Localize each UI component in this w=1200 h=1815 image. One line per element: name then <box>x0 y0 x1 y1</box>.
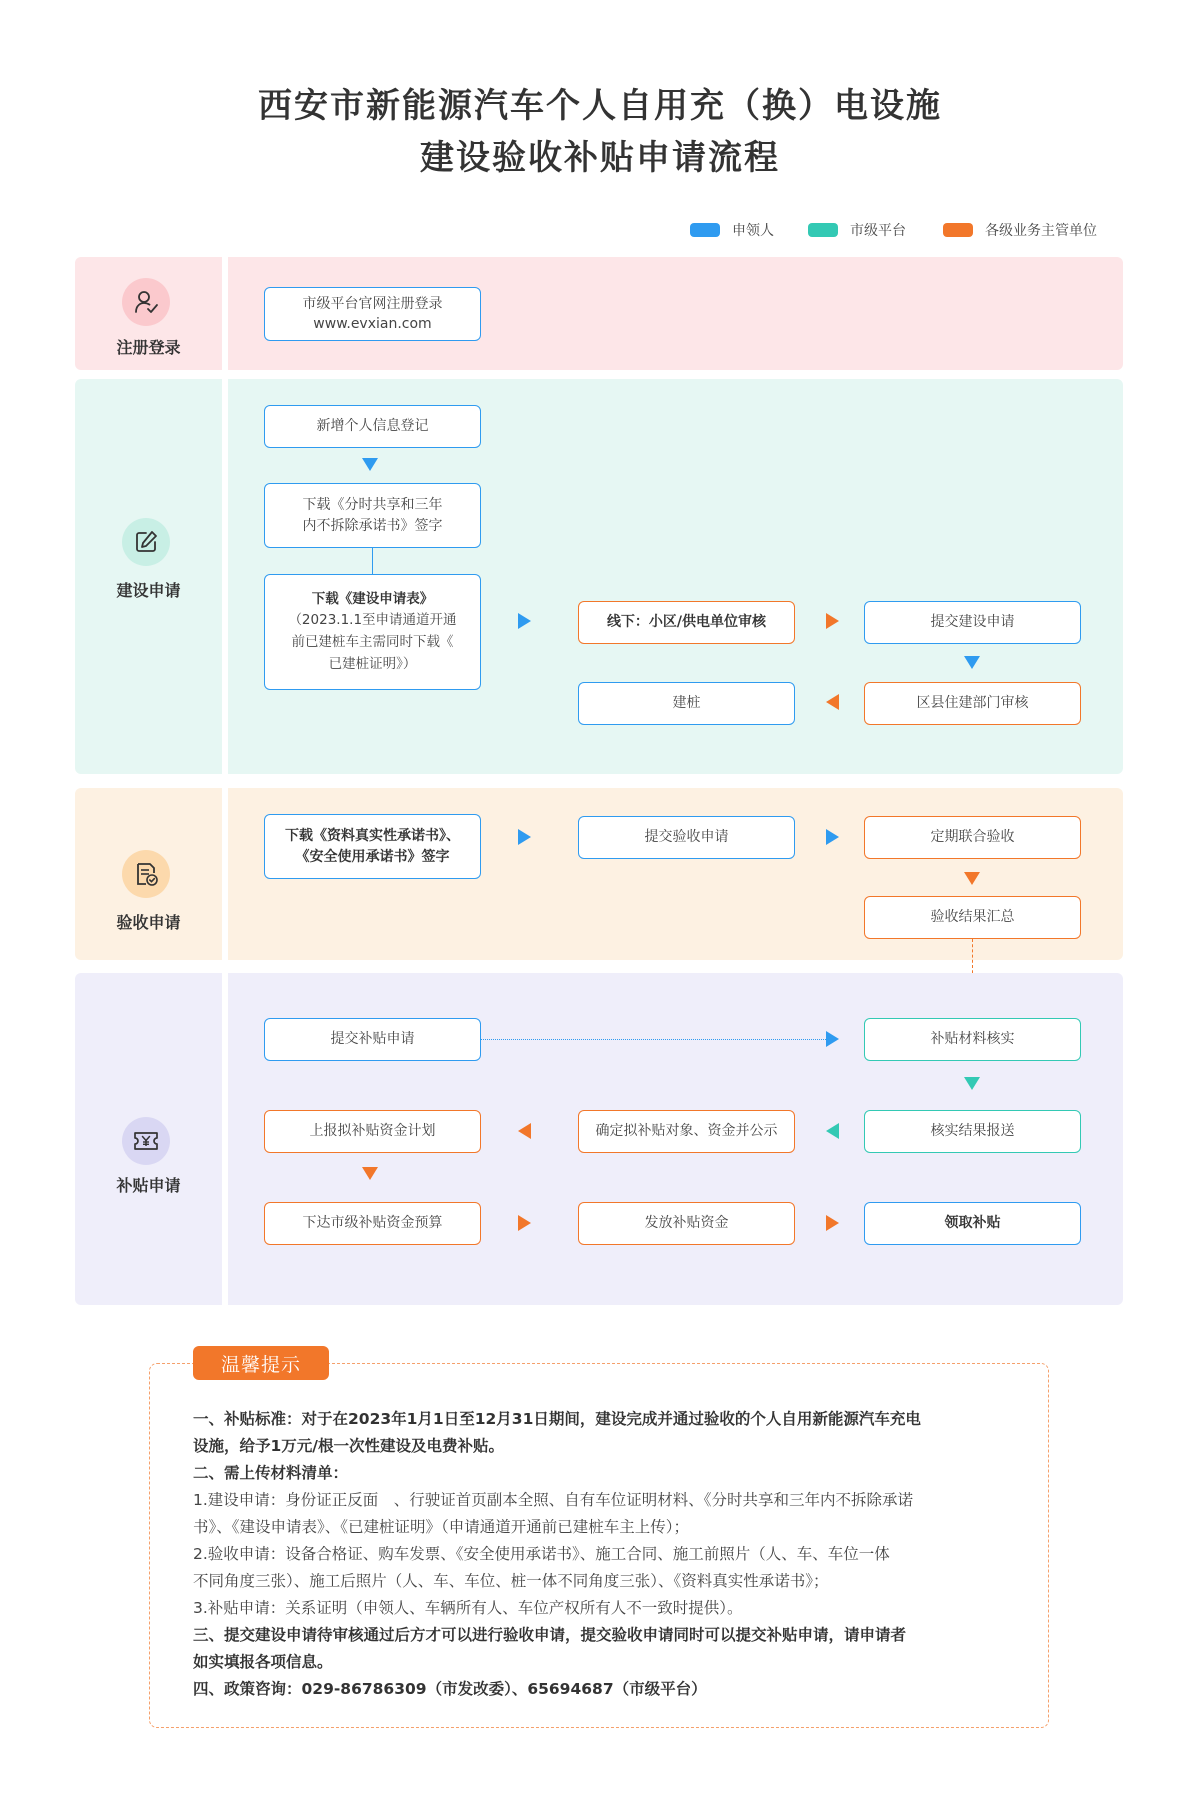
flow-box-download-build-form-line2: 前已建桩车主需同时下载《 <box>291 634 454 650</box>
legend-item-authority <box>943 220 1097 240</box>
flow-box-register-login-line1: 市级平台官网注册登录 <box>302 295 443 312</box>
legend-label-authority: 各级业务主管单位 <box>985 223 1097 239</box>
flow-box-download-acceptance-line1: 下载《资料真实性承诺书》、 <box>285 828 460 845</box>
edit-icon <box>122 518 170 566</box>
flow-box-download-commitment-line2: 内不拆除承诺书》签字 <box>302 517 443 534</box>
tips-order-line1: 三、提交建设申请待审核通过后方才可以进行验收申请，提交验收申请同时可以提交补贴申请，请申请者 <box>193 1626 907 1644</box>
arrow-right <box>518 829 531 845</box>
flow-box-download-acceptance-line2: 《安全使用承诺书》签字 <box>295 848 450 865</box>
tips-materials-build-line1: 1.建设申请：身份证正反面 、行驶证首页副本全照、自有车位证明材料、《分时共享和三年内不拆除承诺 <box>193 1491 914 1509</box>
page-title-line2: 建设验收补贴申请流程 <box>420 138 780 178</box>
user-check-icon <box>122 278 170 326</box>
legend-item-applicant <box>690 220 774 240</box>
document-check-icon <box>122 850 170 898</box>
section-register-header <box>75 257 222 370</box>
legend-label-platform: 市级平台 <box>850 223 906 239</box>
arrow-right <box>826 613 839 629</box>
flow-box-download-build-form-line3: 已建桩证明》） <box>328 655 417 672</box>
page-title-line1: 西安市新能源汽车个人自用充（换）电设施 <box>258 86 942 126</box>
flow-box-verify-materials: 补贴材料核实 <box>864 1018 1081 1061</box>
arrow-right <box>826 1215 839 1231</box>
arrow-right <box>518 613 531 629</box>
legend-item-platform <box>808 220 906 240</box>
arrow-right <box>826 829 839 845</box>
tips-materials-subsidy: 3.补贴申请：关系证明（申领人、车辆所有人、车位产权所有人不一致时提供）。 <box>193 1599 743 1617</box>
flow-box-acceptance-summary: 验收结果汇总 <box>864 896 1081 939</box>
flow-box-add-personal-info: 新增个人信息登记 <box>264 405 481 448</box>
connector-line <box>372 548 373 574</box>
arrow-right <box>518 1215 531 1231</box>
section-subsidy-header <box>75 973 222 1305</box>
section-register <box>75 257 1123 370</box>
tips-materials-acceptance-line1: 2.验收申请：设备合格证、购车发票、《安全使用承诺书》、施工合同、施工前照片（人、车、车位一体 <box>193 1545 890 1563</box>
flow-box-register-login-url: www.evxian.com <box>313 316 432 332</box>
section-build-header <box>75 379 222 774</box>
flow-box-submit-acceptance: 提交验收申请 <box>578 816 795 859</box>
flow-box-download-build-form <box>264 574 481 690</box>
legend-swatch-applicant <box>690 223 720 237</box>
section-build-label: 建设申请 <box>116 581 181 600</box>
tips-standard-line2: 设施，给予1万元/根一次性建设及电费补贴。 <box>193 1437 504 1455</box>
flow-box-register-login <box>264 287 481 341</box>
flow-box-download-acceptance-commitments <box>264 814 481 879</box>
flow-box-joint-acceptance: 定期联合验收 <box>864 816 1081 859</box>
tips-policy-contact: 四、政策咨询：029-86786309（市发改委）、65694687（市级平台） <box>193 1680 707 1698</box>
flow-box-report-fund-plan: 上报拟补贴资金计划 <box>264 1110 481 1153</box>
legend-label-applicant: 申领人 <box>732 223 774 239</box>
section-register-label: 注册登录 <box>116 338 181 357</box>
flow-box-submit-build-application: 提交建设申请 <box>864 601 1081 644</box>
flow-box-submit-subsidy: 提交补贴申请 <box>264 1018 481 1061</box>
section-subsidy-label: 补贴申请 <box>116 1176 181 1195</box>
section-acceptance-header <box>75 788 222 960</box>
arrow-down <box>362 458 378 471</box>
flow-box-download-build-form-title: 下载《建设申请表》 <box>311 590 434 607</box>
arrow-left <box>826 1123 839 1139</box>
arrow-down <box>964 656 980 669</box>
flow-box-download-commitment <box>264 483 481 548</box>
legend-swatch-platform <box>808 223 838 237</box>
section-acceptance-label: 验收申请 <box>116 913 181 932</box>
arrow-left <box>518 1123 531 1139</box>
arrow-right <box>826 1031 839 1047</box>
flow-box-offline-review: 线下：小区/供电单位审核 <box>578 601 795 644</box>
flow-box-receive-subsidy: 领取补贴 <box>864 1202 1081 1245</box>
flow-box-build-pile: 建桩 <box>578 682 795 725</box>
connector-dotted-line <box>481 1039 826 1040</box>
tips-badge: 温馨提示 <box>193 1346 329 1380</box>
tips-materials-acceptance-line2: 不同角度三张）、施工后照片（人、车、车位、桩一体不同角度三张）、《资料真实性承诺书》； <box>193 1572 829 1590</box>
flow-box-report-results: 核实结果报送 <box>864 1110 1081 1153</box>
flow-box-issue-budget: 下达市级补贴资金预算 <box>264 1202 481 1245</box>
tips-body <box>193 1406 1013 1703</box>
tips-materials-build-line2: 书》、《建设申请表》、《已建桩证明》（申请通道开通前已建桩车主上传）； <box>193 1518 690 1536</box>
ticket-yuan-icon <box>122 1117 170 1165</box>
flow-box-district-review: 区县住建部门审核 <box>864 682 1081 725</box>
arrow-down <box>964 1077 980 1090</box>
flow-box-download-commitment-line1: 下载《分时共享和三年 <box>302 497 443 514</box>
legend-swatch-authority <box>943 223 973 237</box>
tips-materials-heading: 二、需上传材料清单： <box>193 1464 349 1482</box>
flow-box-determine-recipients: 确定拟补贴对象、资金并公示 <box>578 1110 795 1153</box>
flow-box-distribute-funds: 发放补贴资金 <box>578 1202 795 1245</box>
arrow-left <box>826 694 839 710</box>
tips-panel <box>149 1353 1049 1728</box>
tips-standard-line1: 一、补贴标准：对于在2023年1月1日至12月31日期间，建设完成并通过验收的个人自用新能源汽车充电 <box>193 1410 921 1428</box>
tips-order-line2: 如实填报各项信息。 <box>193 1653 333 1671</box>
flow-box-download-build-form-line1: （2023.1.1至申请通道开通 <box>288 612 457 629</box>
arrow-down <box>362 1167 378 1180</box>
arrow-down <box>964 872 980 885</box>
